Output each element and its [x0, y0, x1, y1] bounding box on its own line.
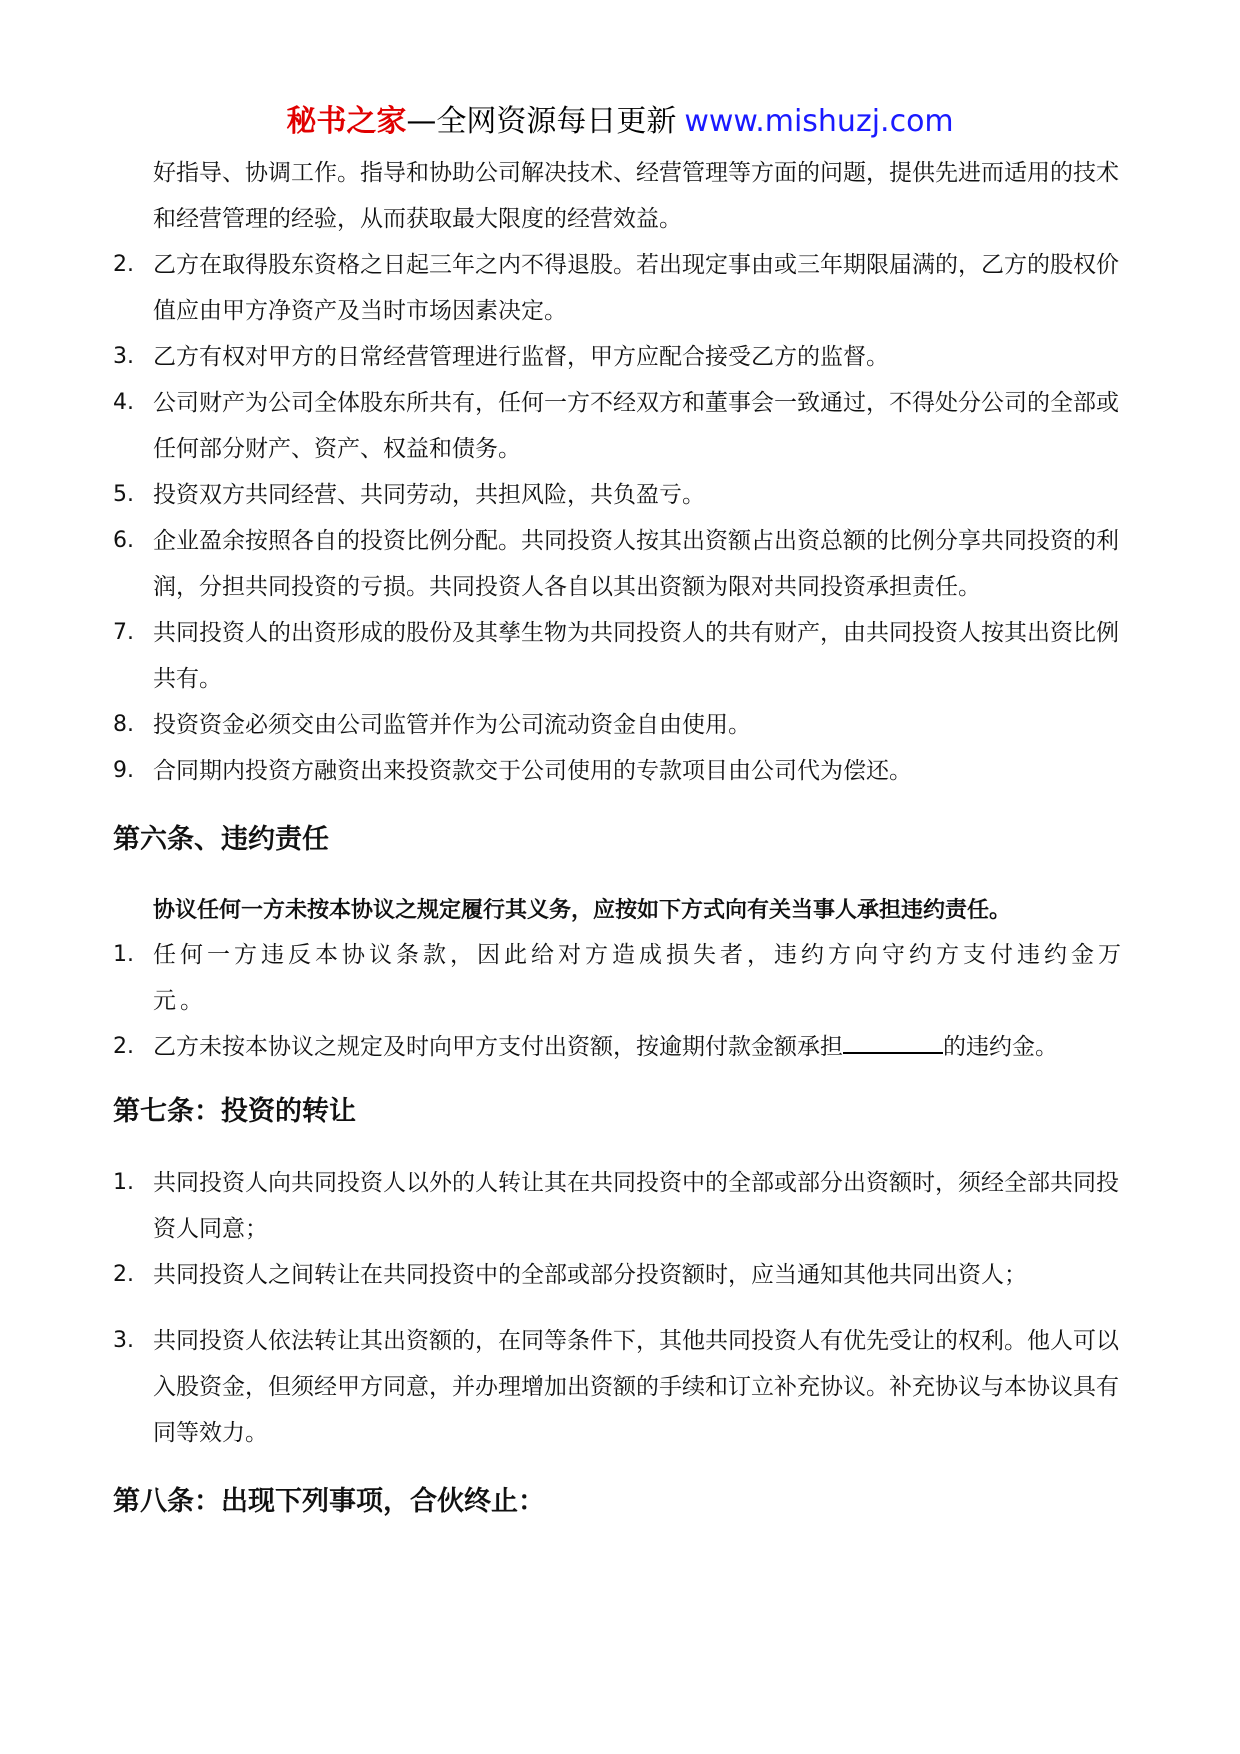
item-text: 共同投资人之间转让在共同投资中的全部或部分投资额时，应当通知其他共同出资人； — [153, 1262, 1027, 1288]
list-item — [113, 472, 1133, 518]
section-heading-6: 第六条、违约责任 — [113, 824, 329, 855]
item-text: 合同期内投资方融资出来投资款交于公司使用的专款项目由公司代为偿还。 — [153, 758, 912, 784]
banner-tagline: —全网资源每日更新 — [406, 104, 677, 139]
list-item — [113, 1024, 1133, 1070]
item-text: 共同投资人依法转让其出资额的，在同等条件下，其他共同投资人有优先受让的权利。他人可以入股资金，但须经甲方同意，并办理增加出资额的手续和订立补充协议。补充协议与本协议具有同等效力。 — [153, 1328, 1119, 1446]
item-text: 乙方有权对甲方的日常经营管理进行监督，甲方应配合接受乙方的监督。 — [153, 344, 889, 370]
brand-name: 秘书之家 — [286, 104, 407, 139]
list-item — [113, 380, 1133, 472]
item-number: 6. — [113, 528, 134, 553]
carryover-paragraph: 好指导、协调工作。指导和协助公司解决技术、经营管理等方面的问题，提供先进而适用的技术和经营管理的经验，从而获取最大限度的经营效益。 — [153, 160, 1119, 232]
item-text: 共同投资人的出资形成的股份及其孳生物为共同投资人的共有财产，由共同投资人按其出资比例共有。 — [153, 620, 1119, 692]
item-text: 任何一方违反本协议条款，因此给对方造成损失者，违约方向守约方支付违约金万元。 — [153, 942, 1125, 1014]
list-item — [113, 932, 1133, 1024]
list-item — [113, 702, 1133, 748]
item-number: 8. — [113, 712, 134, 737]
item-number: 9. — [113, 758, 134, 783]
item-number: 3. — [113, 344, 134, 369]
list-item — [113, 610, 1133, 702]
site-banner — [0, 102, 1240, 142]
list-item — [113, 1160, 1133, 1252]
fill-in-blank — [843, 1029, 943, 1054]
item-number: 2. — [113, 252, 134, 277]
list-item — [113, 518, 1133, 610]
list-item — [113, 242, 1133, 334]
item-number: 1. — [113, 942, 134, 967]
list-item — [113, 748, 1133, 794]
item-number: 1. — [113, 1170, 134, 1195]
item-number: 7. — [113, 620, 134, 645]
list-item — [113, 1318, 1133, 1456]
item-text-after-blank: 的违约金。 — [943, 1034, 1058, 1060]
item-text: 共同投资人向共同投资人以外的人转让其在共同投资中的全部或部分出资额时，须经全部共同投资人同意； — [153, 1170, 1119, 1242]
list-item — [113, 1252, 1133, 1298]
item-text — [153, 1024, 1133, 1070]
item-text-before-blank: 乙方未按本协议之规定及时向甲方支付出资额，按逾期付款金额承担 — [153, 1034, 843, 1060]
document-body — [113, 150, 1133, 1522]
item-number: 2. — [113, 1034, 134, 1059]
item-number: 5. — [113, 482, 134, 507]
list-item — [113, 334, 1133, 380]
section6-intro: 协议任何一方未按本协议之规定履行其义务，应按如下方式向有关当事人承担违约责任。 — [153, 897, 1012, 923]
item-number: 3. — [113, 1328, 134, 1353]
item-text: 企业盈余按照各自的投资比例分配。共同投资人按其出资额占出资总额的比例分享共同投资的利润，分担共同投资的亏损。共同投资人各自以其出资额为限对共同投资承担责任。 — [153, 528, 1119, 600]
item-text: 乙方在取得股东资格之日起三年之内不得退股。若出现定事由或三年期限届满的，乙方的股权价值应由甲方净资产及当时市场因素决定。 — [153, 252, 1119, 324]
section-heading-7: 第七条：投资的转让 — [113, 1096, 356, 1127]
item-text: 投资资金必须交由公司监管并作为公司流动资金自由使用。 — [153, 712, 751, 738]
item-text: 投资双方共同经营、共同劳动，共担风险，共负盈亏。 — [153, 482, 705, 508]
item-number: 4. — [113, 390, 134, 415]
item-text: 公司财产为公司全体股东所共有，任何一方不经双方和董事会一致通过，不得处分公司的全部或任何部分财产、资产、权益和债务。 — [153, 390, 1119, 462]
site-url-link[interactable]: www.mishuzj.com — [684, 104, 954, 139]
section-heading-8: 第八条：出现下列事项，合伙终止： — [113, 1486, 545, 1517]
item-number: 2. — [113, 1262, 134, 1287]
